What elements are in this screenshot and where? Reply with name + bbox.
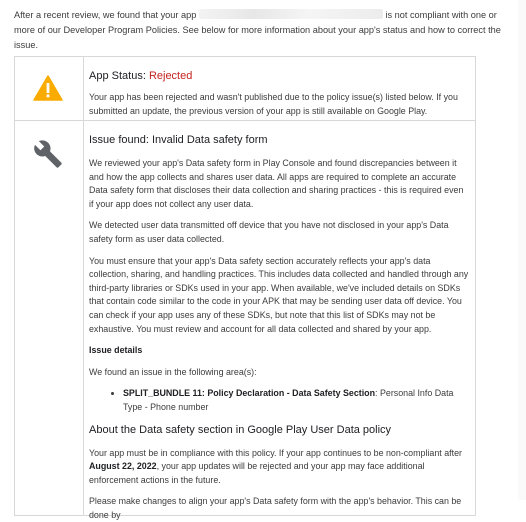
deadline-date: August 22, 2022: [89, 461, 157, 472]
issue-area-item: • SPLIT_BUNDLE 11: Policy Declaration - Data Safety Section: Personal Info Data Type - Phone number: [123, 387, 469, 414]
wrench-icon: [33, 139, 63, 169]
issue-details-heading: Issue details: [89, 345, 143, 356]
policy-table: [14, 56, 476, 520]
redacted-app-name: [199, 9, 383, 19]
issue-content: [89, 133, 469, 522]
issue-title: Issue found: Invalid Data safety form: [89, 134, 268, 146]
status-title: App Status: Rejected: [89, 70, 193, 82]
intro-text: [14, 8, 514, 53]
intro-part2: is not compliant with one or more of our Developer Program Policies. See below for more information about your app's status and how to correct the issue.: [14, 10, 501, 50]
intro-part1: After a recent review, we found that your app: [14, 10, 197, 20]
issue-paragraph-4: Your app must be in compliance with this policy. If your app continues to be non-compliant after August 22, 2022, your app updates will be rejected and your app may face additional enforcement actions in the future.: [89, 447, 462, 485]
warning-icon: [33, 75, 63, 101]
issue-area-list: [89, 387, 469, 414]
scrollbar[interactable]: [518, 0, 526, 500]
column-divider: [83, 57, 84, 515]
status-content: [89, 69, 469, 118]
issue-paragraph-5: Please make changes to align your app's Data safety form with the app's behavior. This can be done by: [89, 496, 462, 520]
row-divider: [15, 120, 475, 121]
status-body: Your app has been rejected and wasn't published due to the policy issue(s) listed below. If you submitted an update, the previous version of your app is still available on Google Play.: [89, 92, 458, 116]
issue-paragraph-1: We reviewed your app's Data safety form in Play Console and found discrepancies between it and how the app collects and shares user data. All apps are required to complete an accurate Data safety form that discloses their data collection and sharing practices - this is required even if your app does not collect any user data.: [89, 158, 464, 209]
issue-details-intro: We found an issue in the following area(s):: [89, 366, 257, 377]
status-value: Rejected: [148, 70, 193, 82]
issue-paragraph-3: You must ensure that your app's Data safety section accurately reflects your app's data collection, sharing, and handling practices. This includes data collected and handled through any third-party libraries or SDKs used in your app. When available, we've included details on SDKs that contain code similar to the code in your APK that may be sending user data off device. You can check if your app uses any of these SDKs, but note that this list of SDKs may not be exhaustive. You must review and account for all data collected and shared by your app.: [89, 255, 469, 334]
issue-paragraph-2: We detected user data transmitted off device that you have not disclosed in your app's Data safety form as user data collected.: [89, 220, 449, 244]
about-heading: About the Data safety section in Google Play User Data policy: [89, 423, 392, 436]
